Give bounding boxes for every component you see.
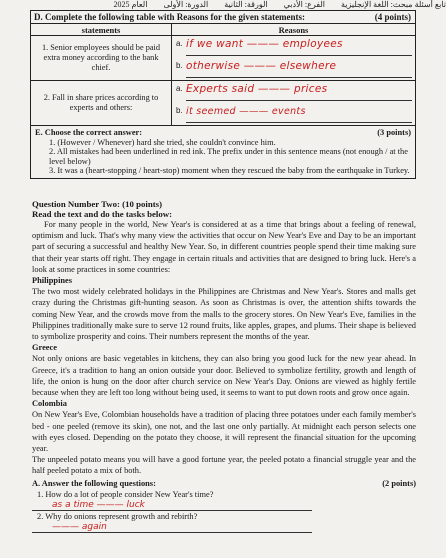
question-item: 1. How do a lot of people consider New Year's time?: [37, 489, 214, 499]
col-reasons: Reasons: [172, 24, 416, 36]
choice-item: 3. It was a (heart-stopping / heart-stop) moment when they rescued the baby from the earthquake in Turkey.: [49, 166, 410, 176]
header-branch: الفرع: الأدبي: [283, 0, 325, 9]
passage-heading: Colombia: [32, 399, 67, 409]
section-d-points: (4 points): [374, 12, 411, 22]
passage-heading: Philippines: [32, 276, 73, 286]
section-e: [31, 126, 415, 178]
exam-header-strip: [0, 0, 446, 10]
passage-closing: The unpeeled potato means you will have a good fortune year, the peeled potato a financial struggle year and the half peeled potato a mix of both.: [32, 455, 416, 476]
reason-cell: [172, 81, 416, 126]
section-d-header: [31, 11, 415, 23]
header-paper: الورقة: الثانية: [224, 0, 268, 9]
header-session: الدورة: الأولى: [163, 0, 209, 9]
reason-blank[interactable]: a. if we want ——— employees: [172, 36, 415, 58]
answer-line[interactable]: ——— again: [32, 522, 312, 533]
handwritten-answer: if we want ——— employees: [186, 36, 412, 56]
part-a-header: [32, 478, 416, 489]
reason-blank[interactable]: b. otherwise ——— elsewhere: [172, 58, 415, 80]
section-e-points: (3 points): [377, 128, 411, 137]
passage-intro: For many people in the world, New Year's is considered at as a time that brings about a feeling of renewal, optimism and luck. That's why many view the activities that occur on New Year's Eve and Day to be an important part of securing a successful and healthy New Year. So, in different countries people spend their time making sure that their year starts off right. They engage in certain rituals and activities that are designed to bring luck. Here's a look at some practices in some countries:: [32, 220, 416, 274]
question-two-title: Question Number Two: (10 points): [32, 199, 163, 209]
question-item: 2. Why do onions represent growth and rebirth?: [37, 512, 198, 522]
passage-paragraph: The two most widely celebrated holidays in the Philippines are Christmas and New Year's. Stores and malls get crazy during the Christmas gift-hunting season. As soon as Christmas is over, the attention shifts towards the coming New Year, and the crowds move from the malls to the grocery stores. On New Year's Eve, families in the Philippines traditionally make sure to serve 12 round fruits, like apples, grapes, and plums. Their shape is believed to symbolize prosperity and coins. Their numbers represent the months of the year.: [32, 287, 416, 342]
col-statements: statements: [31, 24, 172, 36]
passage-paragraph: On New Year's Eve, Colombian households have a tradition of placing three potatoes under each family member's bed - one peeled (remove its skin), one not, and the last one only partially. At midnight each person selects one with eyes closed. Depending on the potato they choose, it will represent the financial situation for the upcoming year.: [32, 410, 416, 454]
passage-paragraph: Not only onions are basic vegetables in kitchens, they can also bring you good luck for the new year ahead. In Greece, it's a tradition to hang an onion outside your door. Believed to symbolize fertility, growth and length of life, the onion is hung on the door after church service on New Year's Day. Onions are viewed as highly fertile because when they are left too long without being used, it seems to want to put down roots and grow once again.: [32, 354, 416, 398]
question-one-box: [30, 10, 416, 179]
header-year: العام 2025: [113, 0, 148, 9]
statement-cell: 2. Fall in share prices according to experts and others:: [31, 81, 172, 126]
header-subject: تابع أسئلة مبحث: اللغة الإنجليزية: [341, 0, 446, 9]
choice-item: 1. (However / Whenever) hard she tried, she couldn't convince him.: [49, 137, 276, 147]
handwritten-answer: it seemed ——— events: [186, 103, 412, 123]
section-e-title: E. Choose the correct answer:: [35, 128, 143, 137]
section-d-title: D. Complete the following table with Reasons for the given statements:: [34, 12, 306, 22]
table-row: [31, 81, 415, 126]
table-row: [31, 36, 415, 81]
reason-blank[interactable]: b. it seemed ——— events: [172, 103, 415, 125]
passage-heading: Greece: [32, 343, 57, 353]
choice-item: 2. All mistakes had been underlined in red ink. The prefix under in this sentence means (not enough / at the level below): [49, 147, 408, 166]
part-a-title: A. Answer the following questions:: [32, 478, 156, 488]
part-a-points: (2 points): [382, 478, 416, 488]
statement-cell: 1. Senior employees should be paid extra money according to the bank chief.: [31, 36, 172, 81]
reason-blank[interactable]: a. Experts said ——— prices: [172, 81, 415, 103]
handwritten-answer: otherwise ——— elsewhere: [186, 58, 412, 78]
reason-cell: [172, 36, 416, 81]
answer-line[interactable]: as a time ——— luck: [32, 500, 312, 511]
reasons-table: [31, 23, 415, 125]
handwritten-answer: Experts said ——— prices: [186, 81, 412, 101]
question-two-instruction: Read the text and do the tasks below:: [32, 208, 173, 219]
question-two: [32, 200, 416, 533]
